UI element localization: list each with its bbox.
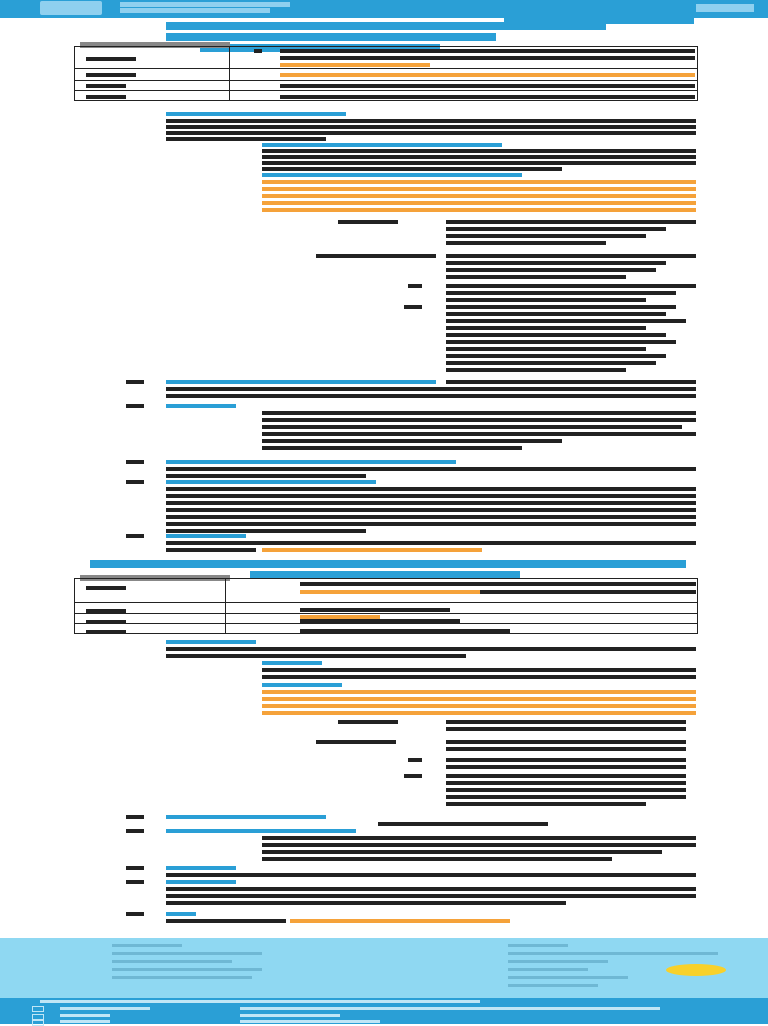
copyright-text bbox=[40, 1000, 480, 1003]
english-notice-title bbox=[166, 22, 606, 30]
chinese-enquiry-email-link[interactable] bbox=[290, 919, 510, 923]
chinese-section-6-heading bbox=[166, 912, 196, 916]
enquiry-email-link[interactable] bbox=[262, 548, 482, 552]
email-icon bbox=[32, 1020, 44, 1026]
accent-swoosh-icon bbox=[666, 964, 726, 976]
chinese-section-5-heading bbox=[166, 880, 236, 884]
section-enquiry-heading bbox=[166, 534, 246, 538]
site-footer bbox=[0, 938, 768, 998]
section-application-deadline-heading bbox=[166, 380, 436, 384]
chinese-important-dates-table bbox=[74, 578, 698, 634]
contact-bar bbox=[0, 998, 768, 1024]
chinese-section-2-heading bbox=[166, 815, 326, 819]
chinese-notice-title bbox=[90, 560, 686, 568]
section-result-heading bbox=[166, 460, 456, 464]
section-application-submission-heading bbox=[166, 112, 346, 116]
chinese-section-3-heading bbox=[166, 829, 356, 833]
chinese-section-1-heading bbox=[166, 640, 256, 644]
section-fee-remission-heading bbox=[166, 480, 376, 484]
chinese-section-4-heading bbox=[166, 866, 236, 870]
section-interview-heading bbox=[166, 404, 236, 408]
location-icon bbox=[32, 1006, 44, 1012]
